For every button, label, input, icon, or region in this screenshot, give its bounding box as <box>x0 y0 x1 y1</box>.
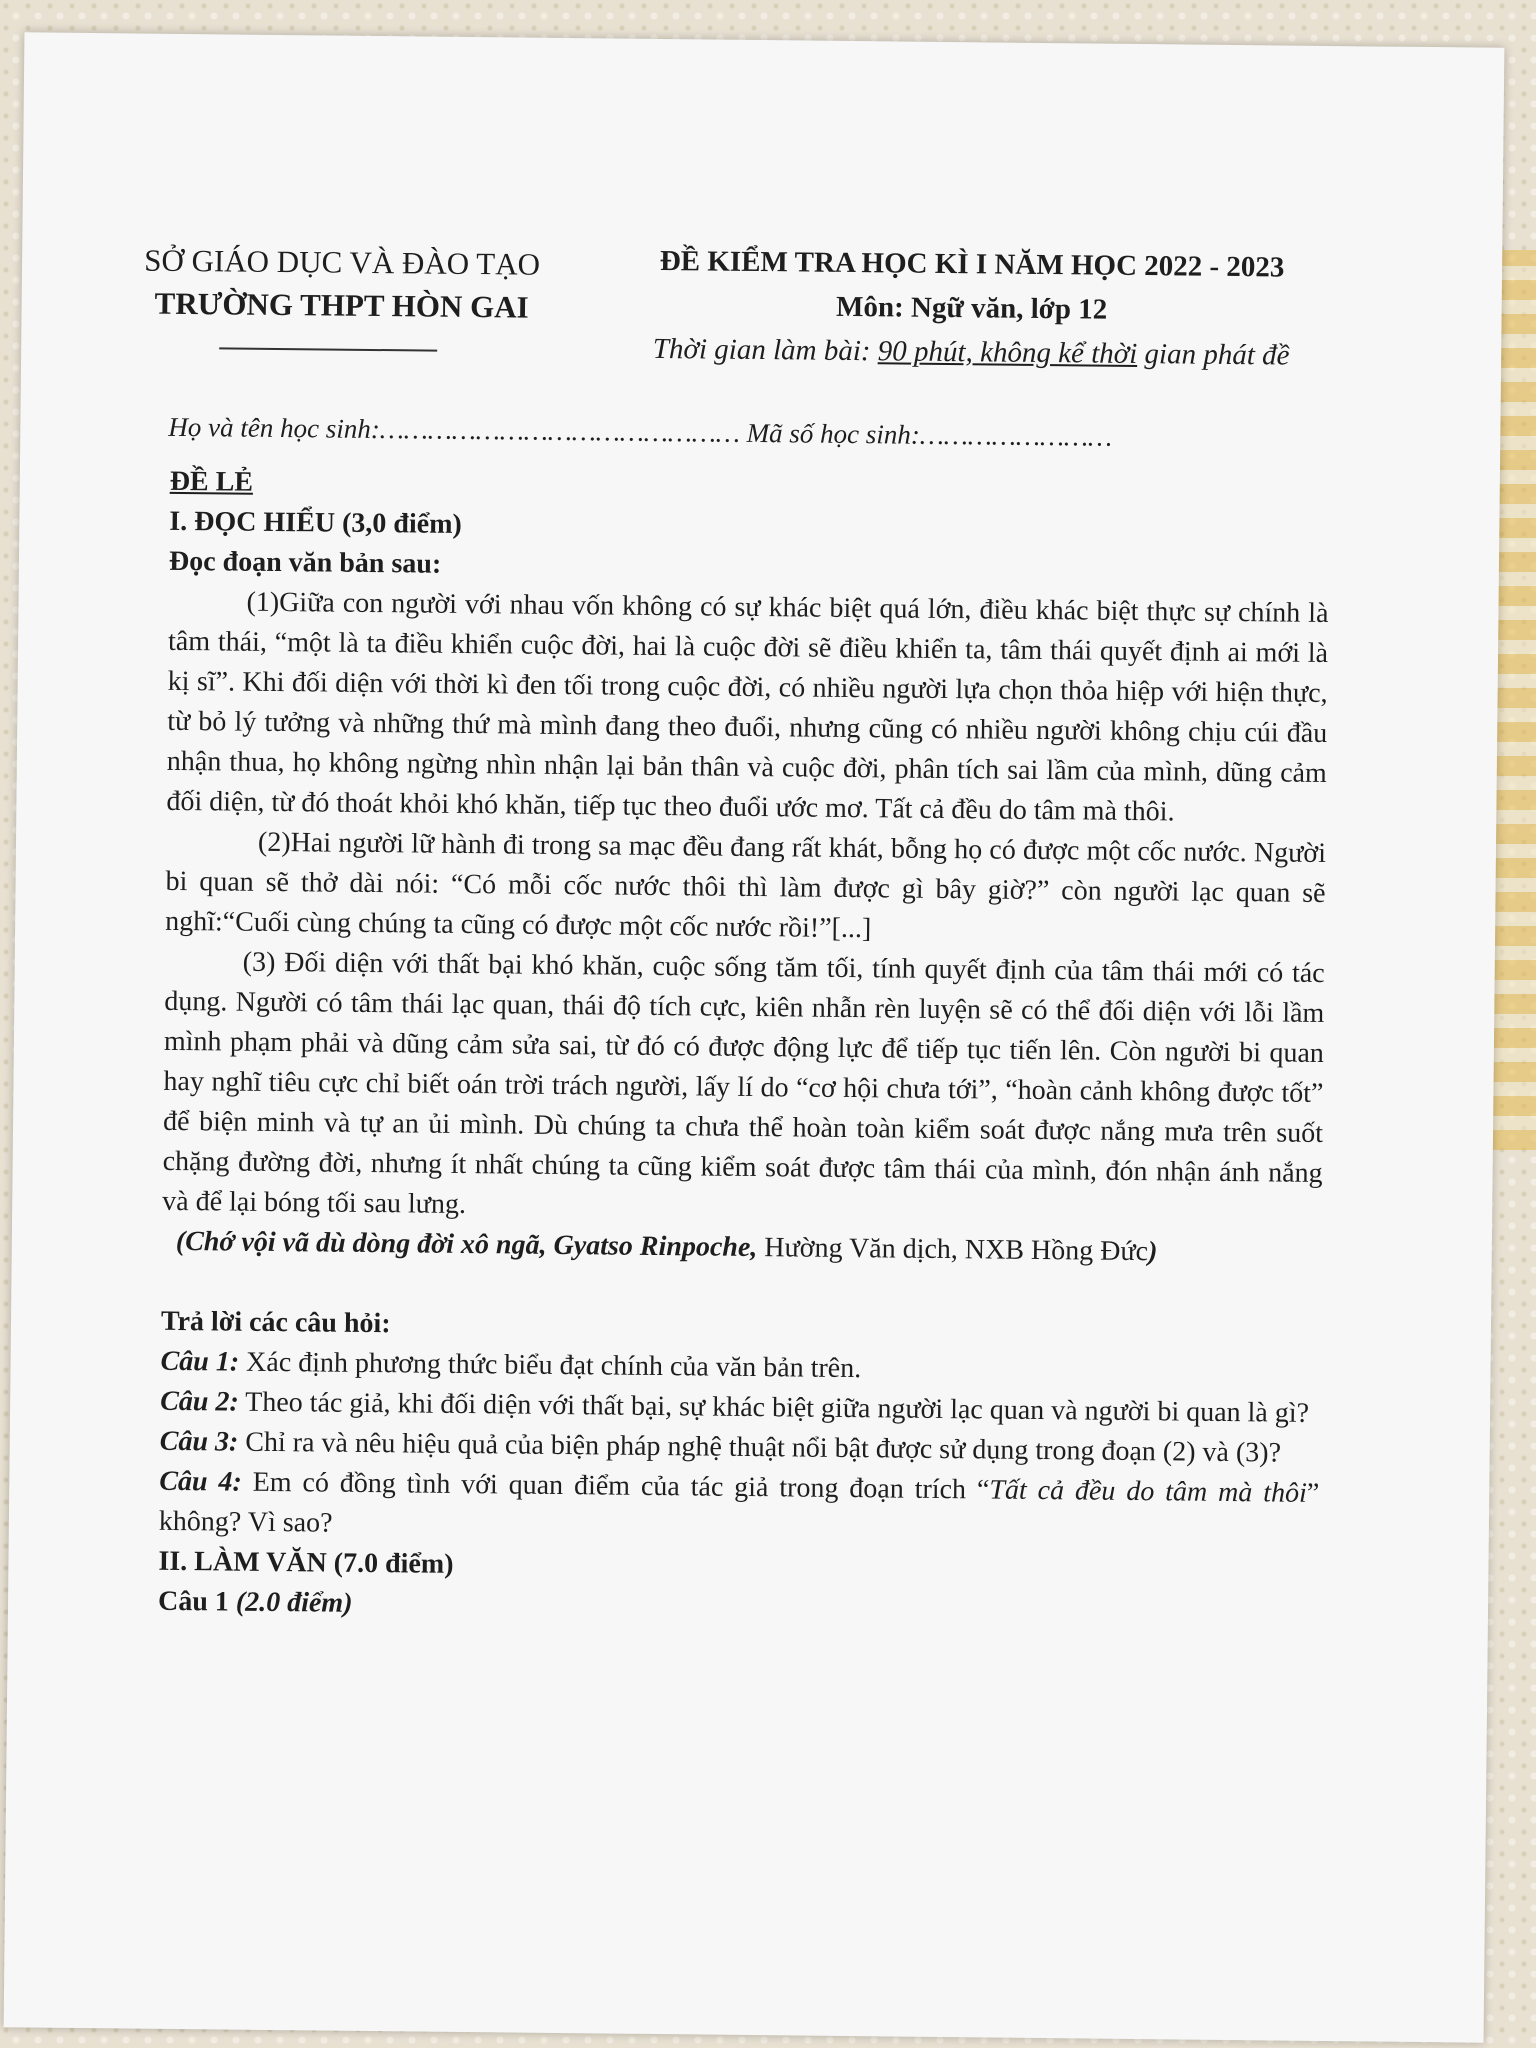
exam-title: ĐỀ KIỂM TRA HỌC KÌ I NĂM HỌC 2022 - 2023 <box>659 244 1285 284</box>
time-suffix: gian phát đề <box>1137 337 1290 372</box>
source-close: ) <box>1147 1236 1158 1268</box>
time-label: Thời gian làm bài: <box>652 332 878 368</box>
question-4-label: Câu 4: <box>159 1465 242 1498</box>
source-title: (Chớ vội vã dù dòng đời xô ngã, Gyatso Rinpoche, <box>175 1225 758 1264</box>
question-1-label: Câu 1: <box>160 1345 240 1378</box>
question-4-quote: Tất cả đều do tâm mà thôi <box>989 1474 1307 1509</box>
answer-instruction: Trả lời các câu hỏi: <box>160 1305 391 1340</box>
student-name-label: Họ và tên học sinh: <box>168 411 380 445</box>
school-header <box>116 238 567 329</box>
passage-paragraph-2: (2)Hai người lữ hành đi trong sa mạc đều đang rất khát, bỗng họ có được một cốc nước. Người bi quan sẽ thở dài nói: “Có mỗi cốc nước thôi thì làm được gì bây giờ?” còn người lạc quan sẽ nghĩ:“Cuối cùng chúng ta cũng có được một cốc nước rồi!”[...] <box>165 826 1327 945</box>
question-4 <box>159 1462 1320 1554</box>
question-2-text: Theo tác giả, khi đối diện với thất bại, sự khác biệt giữa người lạc quan và người bi quan là gì? <box>238 1386 1310 1429</box>
section-writing-title: II. LÀM VĂN (7.0 điểm) <box>158 1545 454 1580</box>
question-2-label: Câu 2: <box>159 1385 239 1418</box>
passage-paragraph-3: (3) Đối diện với thất bại khó khăn, cuộc sống tăm tối, tính quyết định của tâm thái mới có tác dụng. Người có tâm thái lạc quan, thái độ tích cực, kiên nhẫn rèn luyện sẽ có thể đối diện với lỗi lầm mình phạm phải và dũng cảm sửa sai, từ đó có được động lực để tiếp tục tiến lên. Còn người bi quan hay nghĩ tiêu cực chỉ biết oán trời trách người, lấy lí do “cơ hội chưa tới”, “hoàn cảnh không được tốt” để biện minh và tự an ủi mình. Dù chúng ta chưa thể hoàn toàn kiểm soát được nắng mưa trên suốt chặng đường đời, nhưng ít nhất chúng ta cũng kiểm soát được tâm thái của mình, đón nhận ánh nắng và để lại bóng tối sau lưng. <box>162 946 1325 1220</box>
exam-variant: ĐỀ LẺ <box>169 465 254 498</box>
school-name: TRƯỜNG THPT HÒN GAI <box>154 286 529 325</box>
question-3-label: Câu 3: <box>159 1425 239 1458</box>
exam-subject: Môn: Ngữ văn, lớp 12 <box>835 290 1108 326</box>
question-4-text: Em có đồng tình với quan điểm của tác giả trong đoạn trích “ <box>241 1466 990 1506</box>
exam-header <box>621 239 1322 378</box>
student-name-field: ……………………………………… <box>379 414 741 448</box>
exam-body <box>158 462 1330 1634</box>
student-info-line <box>168 412 1112 453</box>
question-1-text: Xác định phương thức biểu đạt chính của văn bản trên. <box>238 1346 862 1385</box>
student-id-field: …………………… <box>919 419 1113 452</box>
writing-q1-points: (2.0 điểm) <box>235 1586 353 1619</box>
exam-time <box>621 327 1321 378</box>
header-divider <box>219 347 437 351</box>
question-3-text: Chỉ ra và nêu hiệu quả của biện pháp nghệ thuật nổi bật được sử dụng trong đoạn (2) và (3)? <box>238 1426 1282 1469</box>
exam-paper <box>4 32 1505 2042</box>
source-translator: Hường Văn dịch, NXB Hồng Đức <box>757 1232 1149 1268</box>
passage-paragraph-1: (1)Giữa con người với nhau vốn không có sự khác biệt quá lớn, điều khác biệt thực sự chính là tâm thái, “một là ta điều khiển cuộc đời, hai là cuộc đời sẽ điều khiển ta, tâm thái quyết định ai mới là kị sĩ”. Khi đối diện với thời kì đen tối trong cuộc đời, có nhiều người lựa chọn thỏa hiệp với hiện thực, từ bỏ lý tưởng và những thứ mà mình đang theo đuổi, nhưng cũng có nhiều người không chịu cúi đầu nhận thua, họ không ngừng nhìn nhận lại bản thân và cuộc đời, phân tích sai lầm của mình, dũng cảm đối diện, từ đó thoát khỏi khó khăn, tiếp tục theo đuổi ước mơ. Tất cả đều do tâm mà thôi. <box>166 586 1329 828</box>
student-id-label: Mã số học sinh: <box>739 417 921 450</box>
section-reading-title: I. ĐỌC HIỂU (3,0 điểm) <box>169 505 462 540</box>
writing-q1-label: Câu 1 <box>157 1585 237 1618</box>
department-name: SỞ GIÁO DỤC VÀ ĐÀO TẠO <box>144 242 541 282</box>
question-4-after: ” không? Vì sao? <box>158 1477 1320 1539</box>
read-instruction: Đọc đoạn văn bản sau: <box>168 545 442 580</box>
time-value: 90 phút, không kể thời <box>877 335 1138 370</box>
